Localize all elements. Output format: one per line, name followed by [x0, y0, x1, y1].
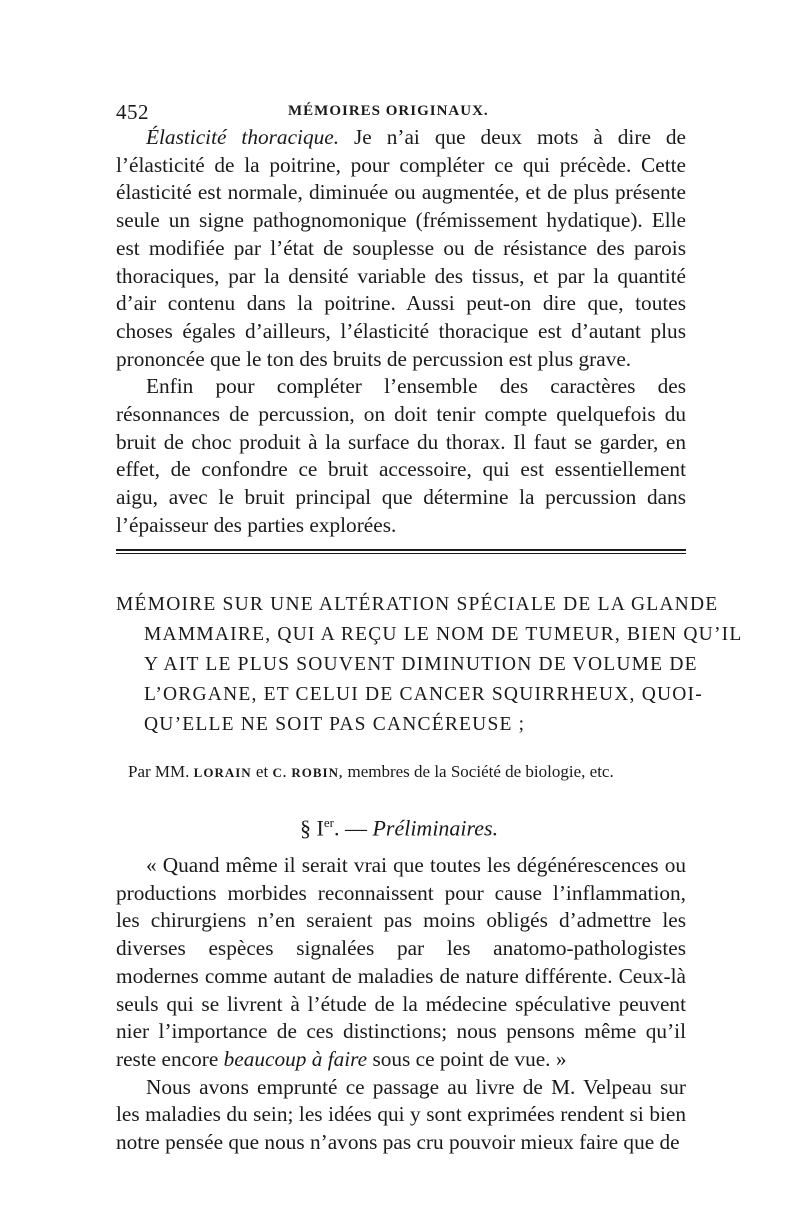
memoir-title-line: QU’ELLE NE SOIT PAS CANCÉREUSE ;: [144, 714, 526, 735]
author-prefix: Par MM.: [128, 762, 190, 781]
running-head: [116, 100, 686, 124]
bottom-text-block: [116, 852, 686, 1157]
quote-italic: beaucoup à faire: [223, 1046, 368, 1071]
paragraph-text: Je n’ai que deux mots à dire de l’élasticité de la poitrine, pour compléter ce qui précède. Cette élasticité est normale, diminuée ou augmentée, et de plus présente seule un signe pathognomonique (frémissement hydatique). Elle est modifiée par l’état de souplesse ou de résistance des parois thoraciques, par la densité variable des tissus, et par la quantité d’air contenu dans la poitrine. Aussi peut-on dire que, toutes choses égales d’ailleurs, l’élasticité thoracique est d’autant plus prononcée que le ton des bruits de percussion est plus grave.: [116, 125, 686, 371]
running-head-title: MÉMOIRES ORIGINAUX.: [288, 103, 489, 119]
paragraph-velpeau: Nous avons emprunté ce passage au livre de M. Velpeau sur les maladies du sein; les idées qui y sont exprimées rendent si bien notre pensée que nous n’avons pas cru pouvoir mieux faire que de: [116, 1074, 686, 1155]
memoir-title-line: MÉMOIRE SUR UNE ALTÉRATION SPÉCIALE DE LA GLANDE: [116, 594, 719, 615]
author-affiliation: membres de la Société de biologie, etc.: [347, 762, 614, 781]
memoir-title-line: Y AIT LE PLUS SOUVENT DIMINUTION DE VOLUME DE: [144, 654, 698, 675]
paragraph-elasticite: [116, 124, 686, 373]
section-heading: [300, 815, 498, 841]
author-name: C. ROBIN,: [272, 765, 344, 780]
section-number: § I: [300, 815, 324, 841]
top-text-block: [116, 124, 686, 540]
memoir-title: [116, 590, 743, 740]
quote-text: « Quand même il serait vrai que toutes les dégénérescences ou productions morbides reconnaissent pour cause l’inflammation, les chirurgiens n’en seraient pas moins obligés d’admettre les diverses espèces signalées par les anatomo-pathologistes modernes comme autant de maladies de nature différente. Ceux-là seuls qui se livrent à l’étude de la médecine spéculative peuvent nier l’importance de ces distinctions; nous pensons même qu’il reste encore: [116, 853, 686, 1071]
paragraph-quotation: [116, 852, 686, 1074]
memoir-title-line: MAMMAIRE, QUI A REÇU LE NOM DE TUMEUR, BIEN QU’IL: [144, 624, 743, 645]
quote-text-end: sous ce point de vue. »: [367, 1046, 567, 1071]
memoir-title-line: L’ORGANE, ET CELUI DE CANCER SQUIRRHEUX, QUOI-: [144, 684, 703, 705]
paragraph-enfin: Enfin pour compléter l’ensemble des caractères des résonnances de percussion, on doit tenir compte quelquefois du bruit de choc produit à la surface du thorax. Il faut se garder, en effet, de confondre ce bruit accessoire, qui est essentiellement aigu, avec le bruit principal que détermine la percussion dans l’épaisseur des parties explorées.: [116, 374, 686, 537]
section-number-sup: er: [323, 815, 334, 830]
paragraph-lead-italic: Élasticité thoracique.: [146, 125, 340, 149]
author-line: [128, 762, 698, 782]
section-title: Préliminaires.: [372, 815, 499, 841]
section-dash: . —: [333, 815, 373, 841]
author-name: LORAIN: [193, 765, 252, 780]
section-divider-rule: [116, 549, 686, 554]
author-conjunction: et: [255, 762, 269, 781]
page-number: 452: [116, 100, 149, 124]
